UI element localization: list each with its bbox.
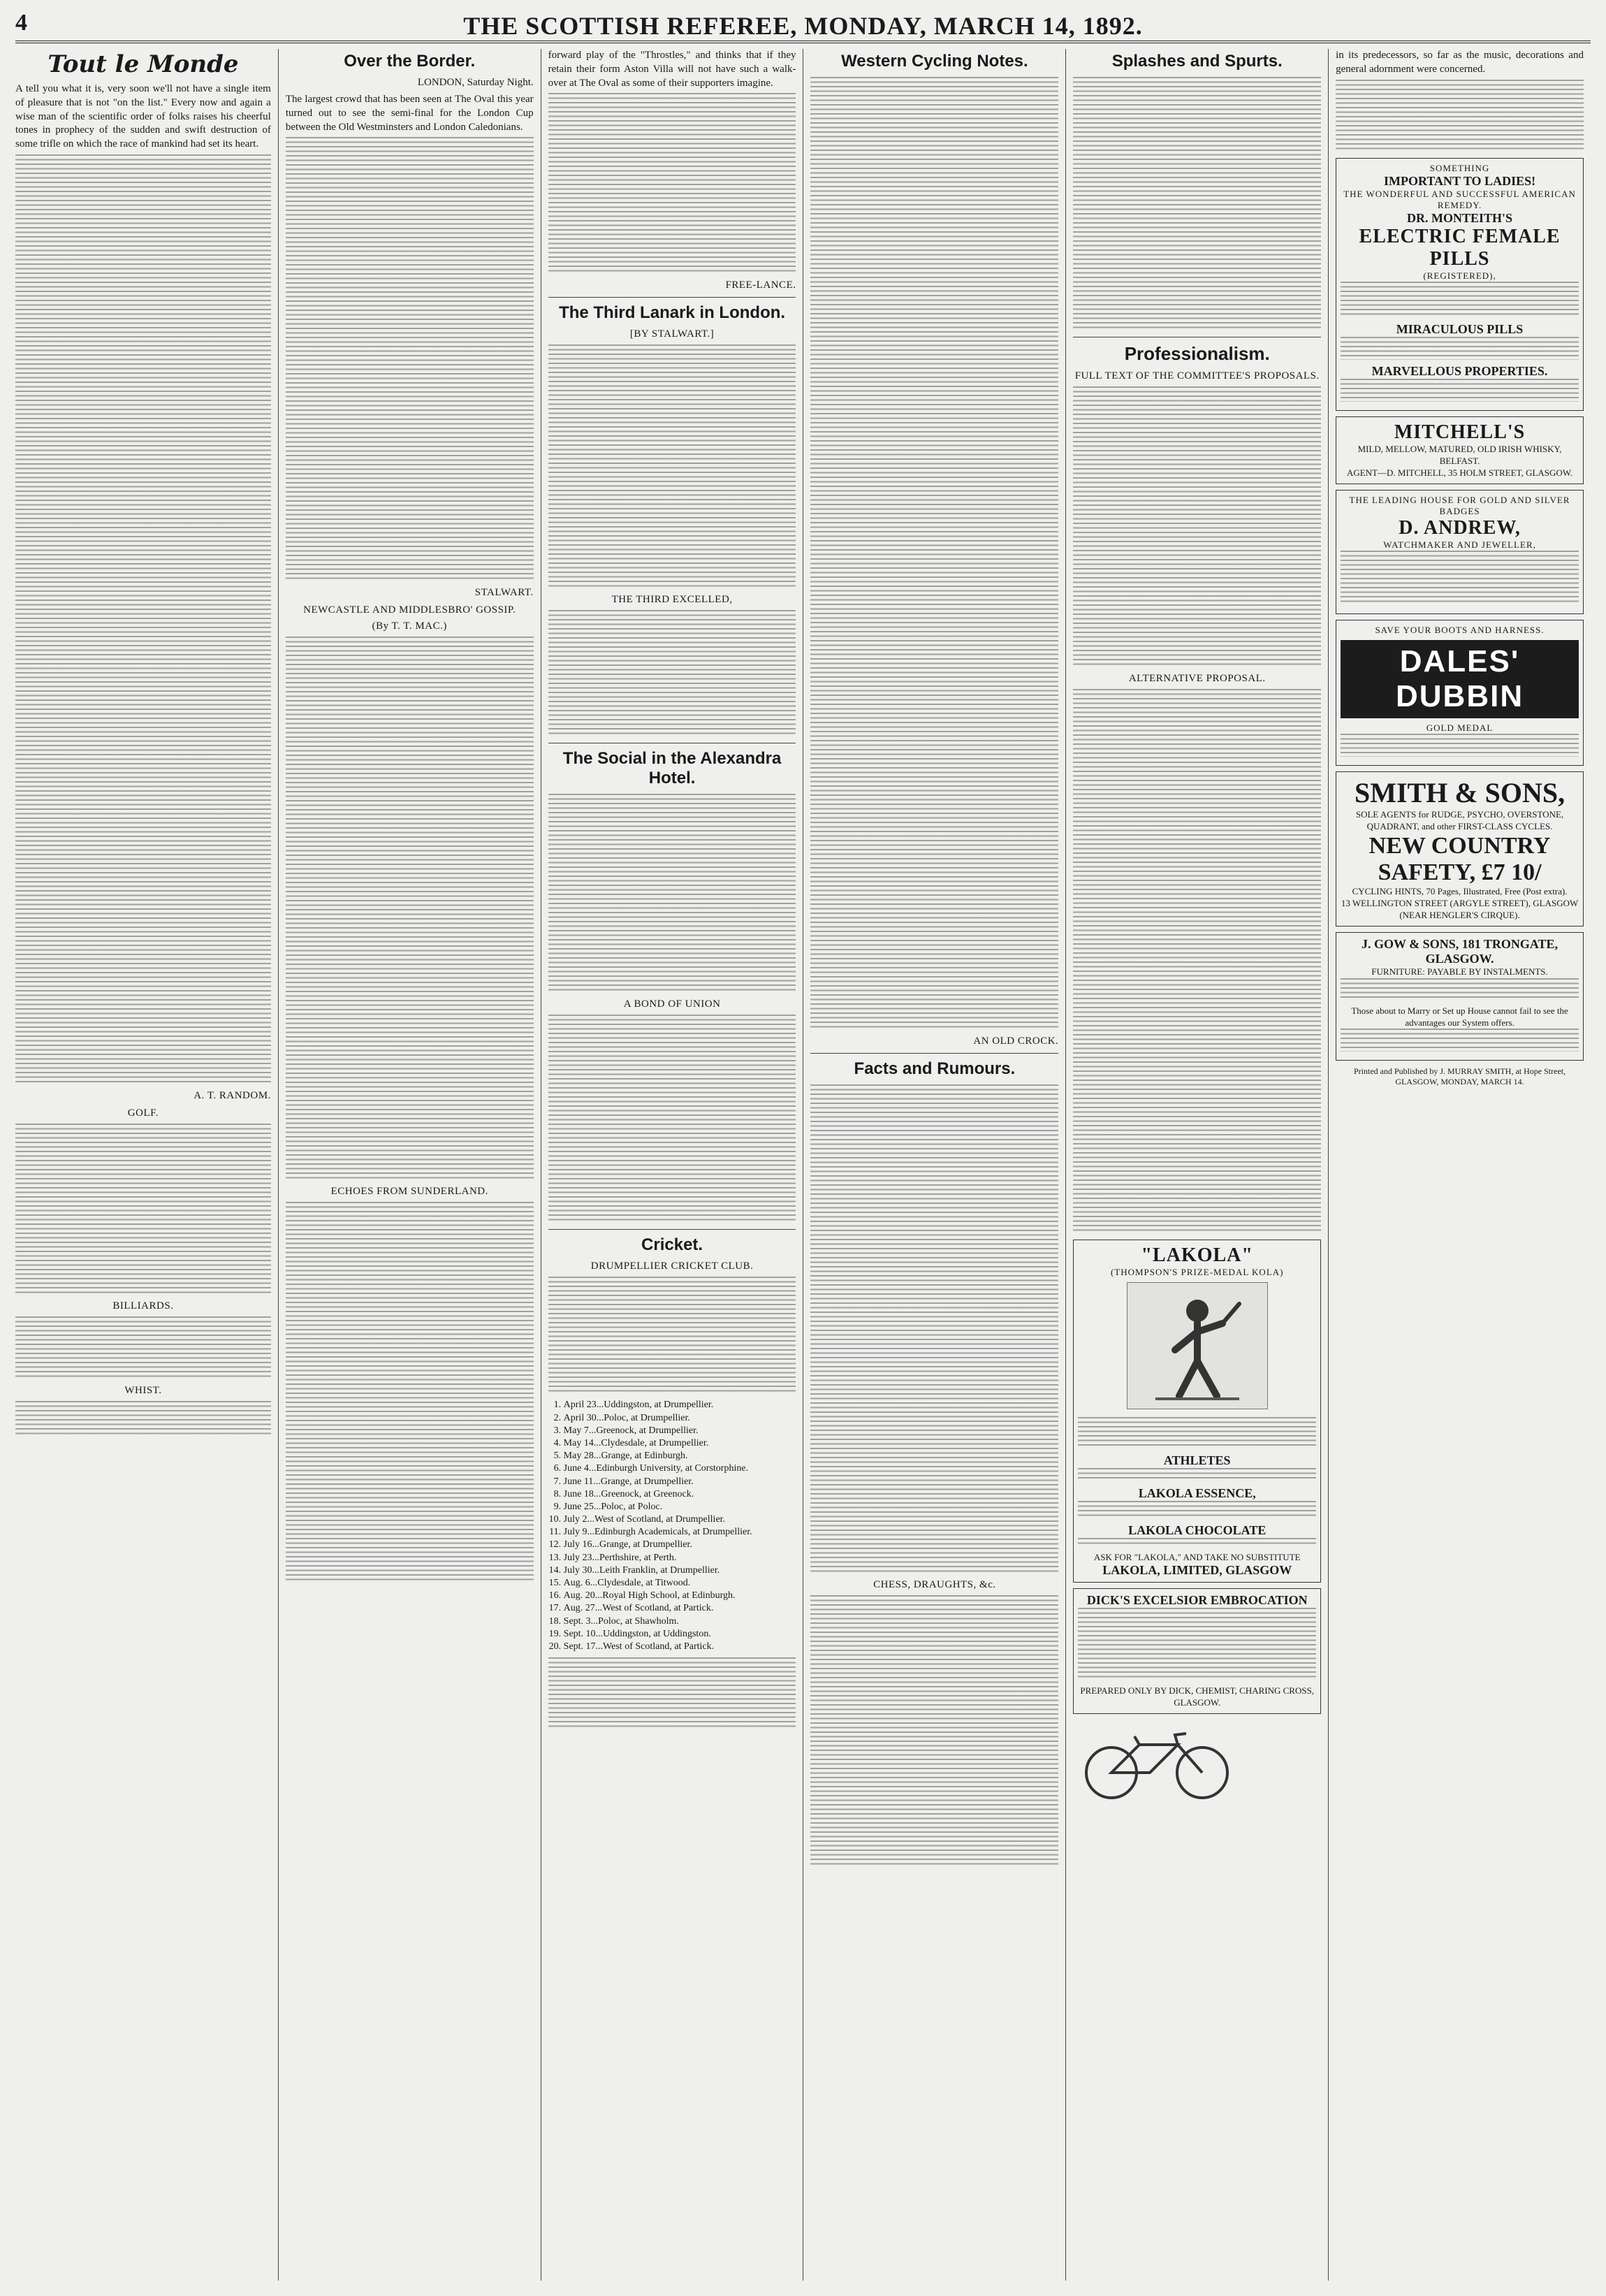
fixture-item: 5. May 28...Grange, at Edinburgh. [564,1450,796,1462]
body-text [15,154,271,1086]
body-text [1341,734,1579,757]
gow-sons-name: J. GOW & SONS, 181 TRONGATE, GLASGOW. [1362,936,1558,966]
headline-western-cycling: Western Cycling Notes. [841,52,1028,71]
embrocation-advert [1073,1588,1321,1713]
divider [548,1229,796,1230]
lakola-subtitle: (THOMPSON'S PRIZE-MEDAL KOLA) [1110,1266,1284,1277]
headline-professionalism: Professionalism. [1124,343,1270,364]
fixture-list [548,1399,796,1653]
mitchells-whisky-advert [1336,416,1584,484]
body-text [15,1316,271,1380]
pills-line6: MIRACULOUS PILLS [1396,322,1524,337]
electric-pills-advert [1336,158,1584,412]
section-heading: BILLIARDS. [112,1300,174,1312]
section-heading: THE THIRD EXCELLED, [611,594,733,606]
imprint: Printed and Published by J. MURRAY SMITH, at Hope Street, GLASGOW, MONDAY, MARCH 14. [1354,1066,1566,1087]
athlete-illustration-icon [1127,1282,1268,1409]
mitchells-agent: AGENT—D. MITCHELL, 35 HOLM STREET, GLASGOW. [1346,467,1573,478]
body-text [286,137,534,582]
byline: [BY STALWART.] [629,328,715,340]
fixture-item: 18. Sept. 3...Poloc, at Shawholm. [564,1615,796,1628]
fixture-item: 12. July 16...Grange, at Drumpellier. [564,1539,796,1551]
body-text [1341,379,1579,402]
body-text [548,1277,796,1395]
fixture-item: 13. July 23...Perthshire, at Perth. [564,1552,796,1564]
fixture-item: 9. June 25...Poloc, at Poloc. [564,1501,796,1513]
pills-top: SOMETHING [1429,162,1490,173]
pills-line5: (REGISTERED), [1423,270,1496,281]
fixture-item: 3. May 7...Greenock, at Drumpellier. [564,1425,796,1437]
section-heading: ECHOES FROM SUNDERLAND. [330,1186,488,1198]
gow-sons-line: FURNITURE: PAYABLE BY INSTALMENTS. [1371,966,1548,977]
lakola-title: "LAKOLA" [1141,1244,1253,1266]
body-text [810,1084,1058,1575]
badges-advert [1336,490,1584,615]
section-heading: GOLF. [127,1107,159,1119]
fixture-item: 15. Aug. 6...Clydesdale, at Titwood. [564,1577,796,1590]
section-heading: WHIST. [124,1384,162,1396]
lakola-ask: ASK FOR "LAKOLA," AND TAKE NO SUBSTITUTE [1093,1551,1301,1562]
fixture-item: 2. April 30...Poloc, at Drumpellier. [564,1412,796,1425]
section-heading: DRUMPELLIER CRICKET CLUB. [590,1260,754,1272]
body-text [548,1657,796,1730]
column-text: The largest crowd that has been seen at The Oval this year turned out to see the semi-final for the London Cup between the Old Westminsters and London Caledonians. [285,94,534,133]
body-text [1341,337,1579,360]
fixture-item: 11. July 9...Edinburgh Academicals, at Drumpellier. [564,1526,796,1539]
badges-name: D. ANDREW, [1399,516,1521,539]
signature: STALWART. [474,586,534,598]
section-heading: NEWCASTLE AND MIDDLESBRO' GOSSIP. [303,604,516,616]
section-heading: FULL TEXT OF THE COMMITTEE'S PROPOSALS. [1074,370,1320,382]
page-number: 4 [15,10,27,36]
smith-sons-hints: CYCLING HINTS, 70 Pages, Illustrated, Free (Post extra). [1352,886,1568,897]
body-text [548,344,796,590]
column-3 [541,49,803,2281]
fixture-item: 14. July 30...Leith Franklin, at Drumpellier. [564,1564,796,1577]
gow-sons-note: Those about to Marry or Set up House cannot fail to see the advantages our System offers. [1351,1005,1568,1028]
column-5 [1065,49,1328,2281]
mitchells-title: MITCHELL'S [1394,421,1526,444]
fixture-item: 10. July 2...West of Scotland, at Drumpellier. [564,1513,796,1526]
body-text [1073,689,1321,1234]
fixture-item: 4. May 14...Clydesdale, at Drumpellier. [564,1437,796,1450]
column-2 [278,49,541,2281]
gow-sons-advert [1336,932,1584,1061]
lakola-chocolate: LAKOLA CHOCOLATE [1128,1523,1266,1537]
section-heading: A BOND OF UNION [623,998,721,1010]
badges-head: THE LEADING HOUSE FOR GOLD AND SILVER BADGES [1349,494,1570,516]
dubbin-medal: GOLD MEDAL [1426,722,1494,734]
body-text [1341,551,1579,605]
section-heading: ALTERNATIVE PROPOSAL. [1128,672,1266,684]
masthead [15,10,1591,43]
smith-sons-line: SOLE AGENTS for RUDGE, PSYCHO, OVERSTONE, QUADRANT, and other FIRST-CLASS CYCLES. [1355,809,1564,832]
column-1 [15,49,278,2281]
badges-trade: WATCHMAKER AND JEWELLER, [1383,539,1536,550]
body-text [1078,1501,1316,1519]
section-heading: CHESS, DRAUGHTS, &c. [873,1579,996,1590]
pills-line4: ELECTRIC FEMALE PILLS [1359,225,1561,270]
mitchells-lines: MILD, MELLOW, MATURED, OLD IRISH WHISKY, BELFAST. [1357,444,1562,466]
signature: AN OLD CROCK. [973,1035,1059,1047]
fixture-item: 6. June 4...Edinburgh University, at Corstorphine. [564,1462,796,1475]
embrocation-stamp: DICK'S EXCELSIOR EMBROCATION [1086,1593,1308,1608]
lakola-essence: LAKOLA ESSENCE, [1138,1485,1256,1500]
body-text [810,1595,1058,1868]
body-text [1078,1417,1316,1449]
headline-over-the-border: Over the Border. [344,52,476,71]
dubbin-top: SAVE YOUR BOOTS AND HARNESS. [1375,625,1545,636]
body-text [15,1124,271,1296]
smith-sons-catalogue: NEW COUNTRY SAFETY, £7 10/ [1368,833,1551,886]
tout-le-monde-logo: Tout le Monde [48,50,239,78]
headline-cricket: Cricket. [641,1235,703,1254]
smith-sons-address: 13 WELLINGTON STREET (ARGYLE STREET), GLASGOW (NEAR HENGLER'S CIRQUE). [1341,897,1579,920]
fixture-item: 19. Sept. 10...Uddingston, at Uddingston. [564,1628,796,1641]
dubbin-band: DALES' DUBBIN [1341,640,1579,718]
fixture-item: 1. April 23...Uddingston, at Drumpellier. [564,1399,796,1411]
column-text: forward play of the "Throstles," and thinks that if they retain their form Aston Villa will not have such a walk-over at The Oval as some of their supporters imagine. [548,50,796,89]
smith-sons-name: SMITH & SONS, [1354,777,1565,809]
body-text [1341,282,1579,318]
body-text [1073,386,1321,668]
pills-line7: MARVELLOUS PROPERTIES. [1371,364,1548,379]
body-text [548,794,796,994]
lakola-company: LAKOLA, LIMITED, GLASGOW [1102,1563,1292,1578]
embrocation-maker: PREPARED ONLY BY DICK, CHEMIST, CHARING CROSS, GLASGOW. [1080,1685,1315,1708]
divider [810,1053,1058,1054]
lakola-advert [1073,1240,1321,1583]
column-4 [803,49,1065,2281]
fixture-item: 7. June 11...Grange, at Drumpellier. [564,1476,796,1488]
fixture-item: 20. Sept. 17...West of Scotland, at Partick. [564,1641,796,1653]
headline-third-lanark: The Third Lanark in London. [559,303,786,322]
lakola-athletes: ATHLETES [1163,1453,1231,1467]
fixture-item: 8. June 18...Greenock, at Greenock. [564,1488,796,1501]
body-text [1341,978,1579,1001]
body-text [548,93,796,275]
body-text [548,1015,796,1223]
body-text [1078,1468,1316,1482]
columns [15,49,1591,2281]
newspaper-title: THE SCOTTISH REFEREE, MONDAY, MARCH 14, 1892. [463,12,1143,40]
pills-line1: IMPORTANT TO LADIES! [1384,173,1536,188]
pills-line2: THE WONDERFUL AND SUCCESSFUL AMERICAN REMEDY. [1343,188,1576,210]
bicycle-illustration-icon [1073,1724,1241,1801]
pills-line3: DR. MONTEITH'S [1407,210,1513,225]
fixture-item: 16. Aug. 20...Royal High School, at Edinburgh. [564,1590,796,1602]
headline-facts-rumours: Facts and Rumours. [854,1059,1016,1078]
dateline: LONDON, Saturday Night. [417,77,534,88]
column-text: A tell you what it is, very soon we'll not have a single item of pleasure that is not "on the list." Every now and again a wise man of the scientific order of folks raises his cheerful tones in prophecy of the sudden and swift destruction of some trifle on which the race of mankind had set its heart. [15,83,271,150]
body-text [15,1401,271,1437]
body-text [1078,1608,1316,1680]
signature: FREE-LANCE. [725,279,796,291]
body-text [1341,1029,1579,1052]
body-text [286,1202,534,1583]
body-text [548,610,796,737]
body-text [810,77,1058,1031]
body-text [1073,77,1321,331]
column-6 [1328,49,1591,2281]
fixture-item: 17. Aug. 27...West of Scotland, at Partick. [564,1602,796,1615]
divider [548,297,796,298]
headline-splashes-spurts: Splashes and Spurts. [1111,52,1283,71]
signature: A. T. RANDOM. [194,1089,271,1101]
headline-social-alexandra-hotel: The Social in the Alexandra Hotel. [562,749,782,788]
smith-sons-advert [1336,771,1584,926]
body-text [1336,80,1584,152]
body-text [1078,1538,1316,1547]
byline: (By T. T. MAC.) [372,620,447,632]
body-text [286,637,534,1182]
column-text: in its predecessors, so far as the music, decorations and general adornment were concerned. [1336,50,1584,75]
dubbin-advert [1336,620,1584,766]
